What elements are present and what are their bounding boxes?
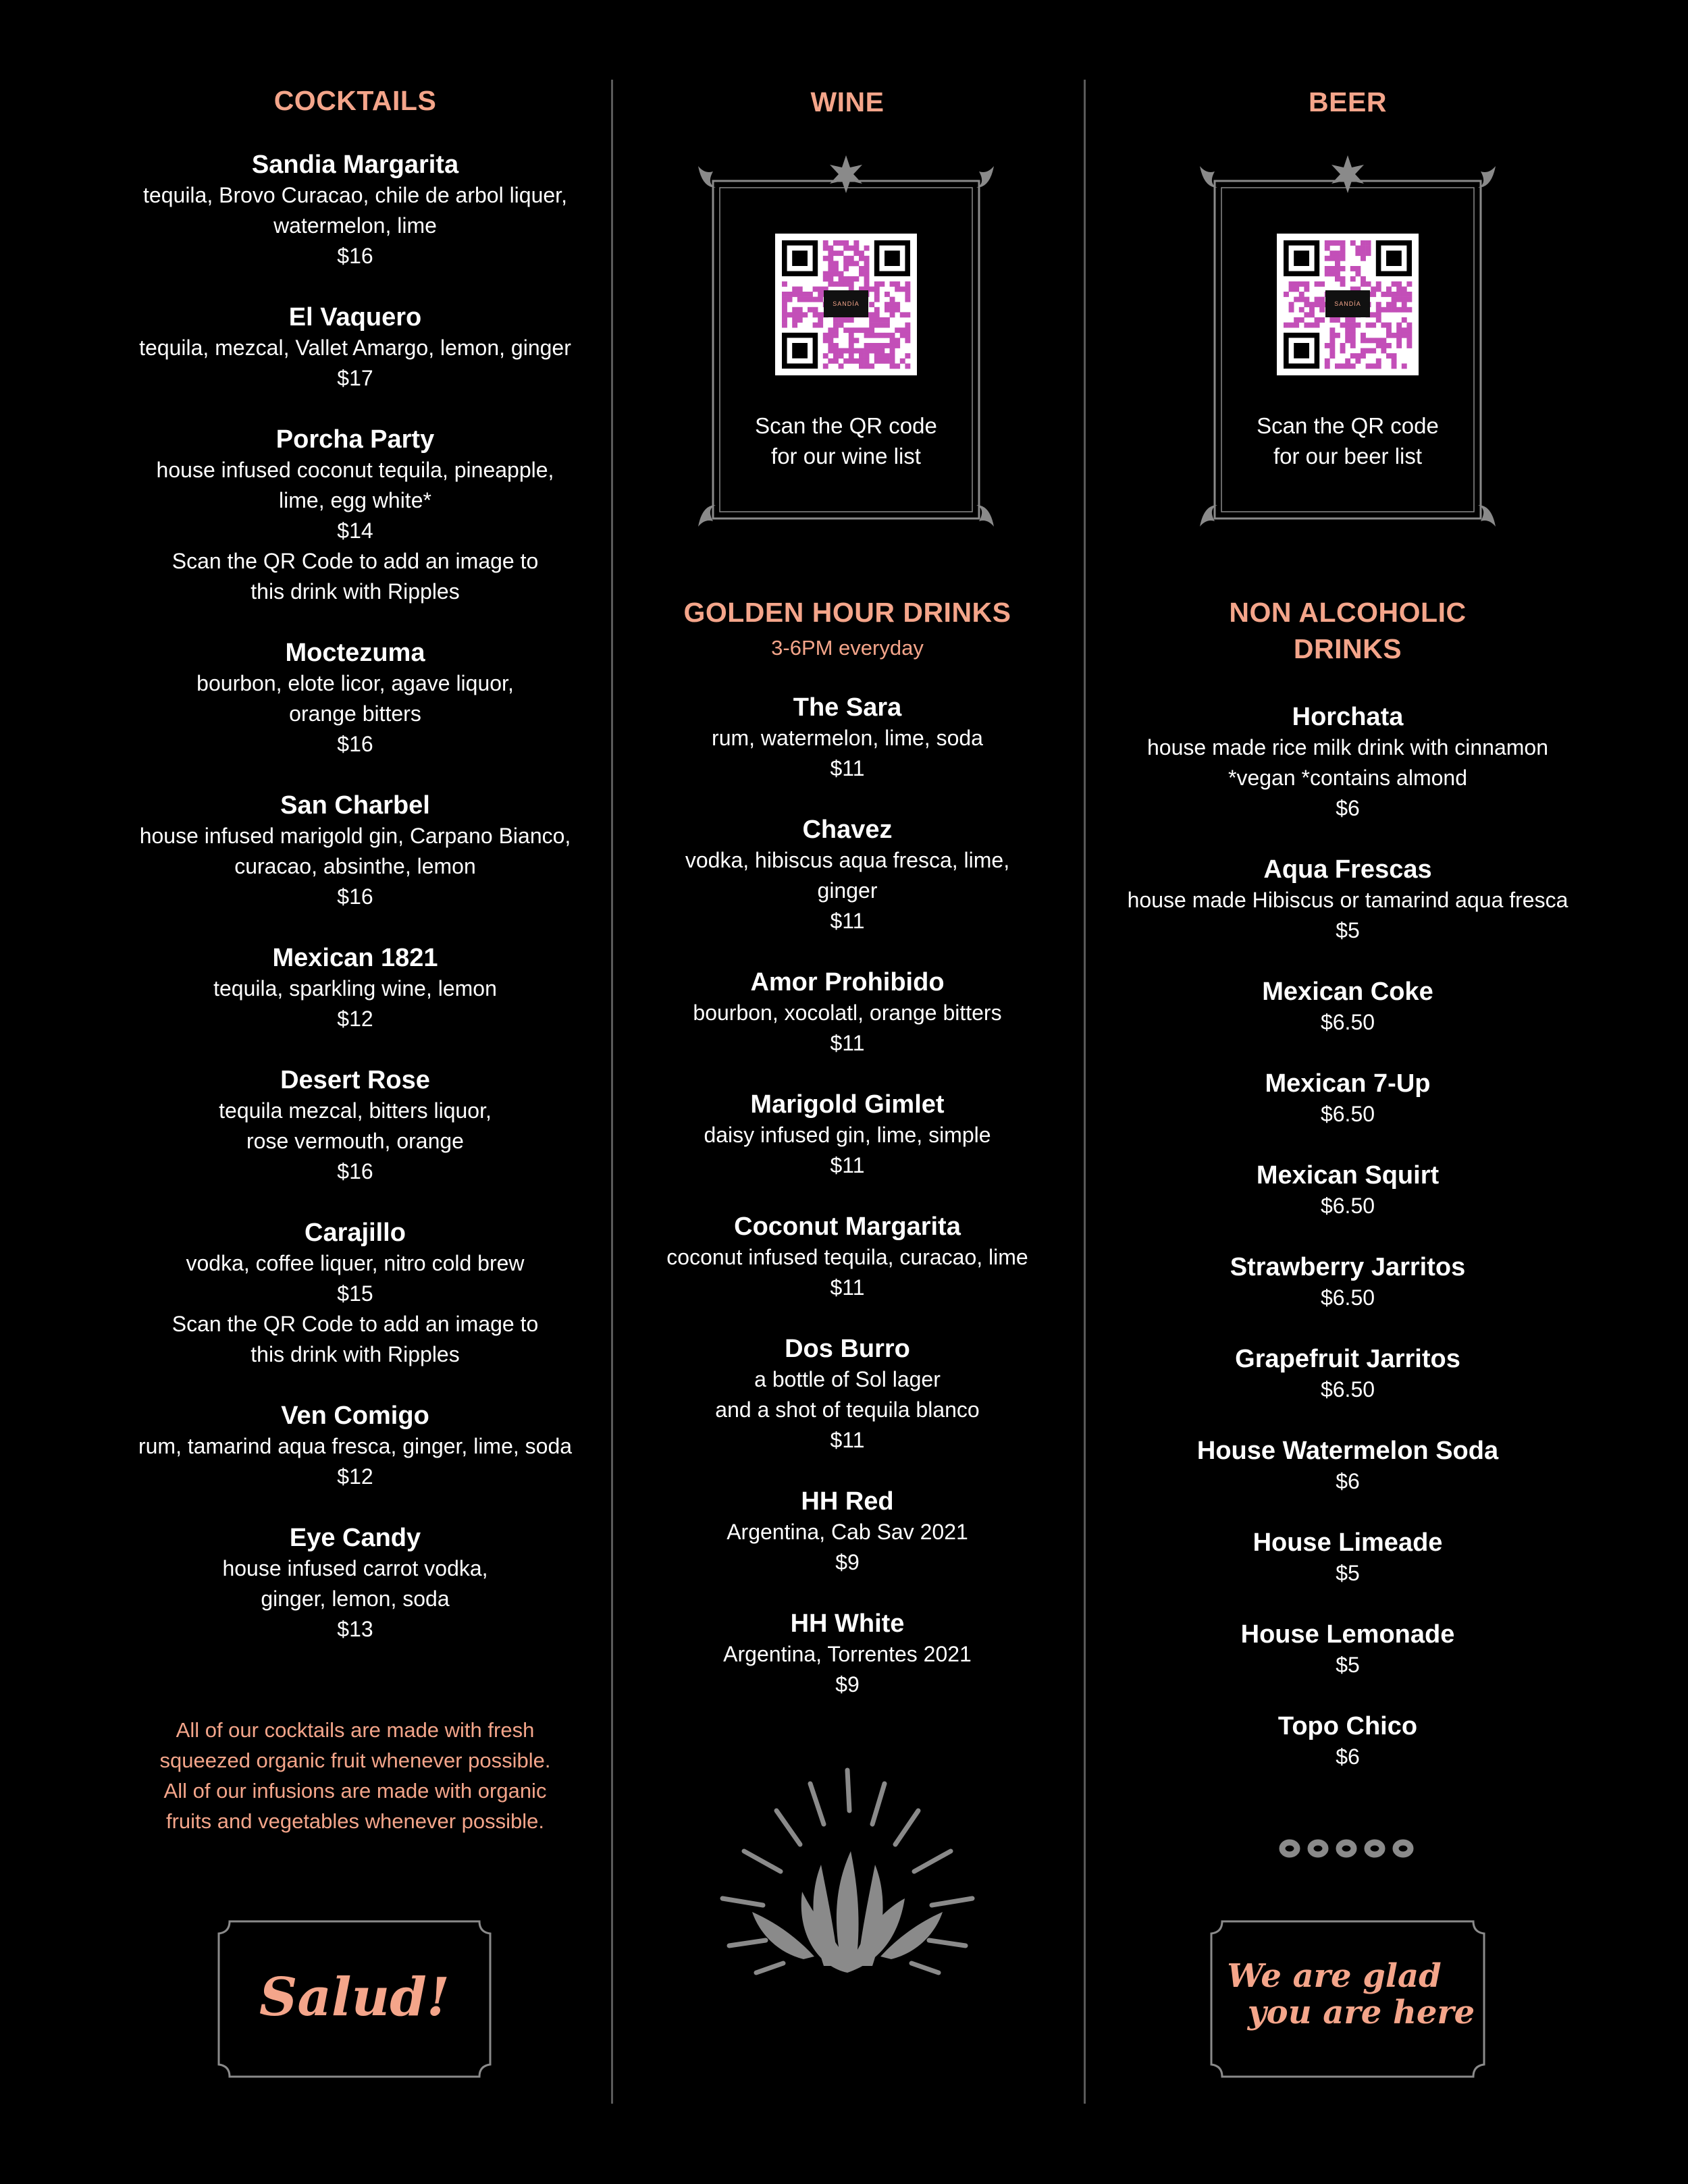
item-price: $6	[1336, 1469, 1360, 1493]
item-description: rose vermouth, orange	[246, 1129, 464, 1153]
menu-item	[68, 302, 643, 394]
menu-item	[68, 638, 643, 760]
welcome-sign	[1209, 1919, 1487, 2079]
item-name: Mexican 7-Up	[1265, 1069, 1431, 1098]
item-name: Dos Burro	[785, 1335, 910, 1363]
item-price: $11	[830, 1031, 865, 1055]
item-name: The Sara	[793, 693, 902, 722]
decorative-dots-icon	[1277, 1835, 1419, 1862]
item-description: lime, egg white*	[279, 488, 431, 512]
item-name: House Watermelon Soda	[1196, 1437, 1499, 1465]
item-price: $17	[337, 366, 373, 390]
cocktails-heading: COCKTAILS	[273, 85, 437, 116]
item-description: vodka, coffee liquer, nitro cold brew	[186, 1251, 525, 1275]
item-price: $6	[1336, 796, 1360, 820]
item-description: Argentina, Cab Sav 2021	[727, 1520, 968, 1544]
item-price: $11	[830, 1428, 865, 1452]
menu-item	[68, 425, 643, 607]
item-name: Ven Comigo	[281, 1402, 429, 1430]
item-description: watermelon, lime	[273, 213, 437, 238]
beer-qr-frame	[1197, 154, 1498, 539]
item-name: Mexican Coke	[1262, 978, 1433, 1006]
menu-item	[612, 815, 1083, 936]
item-name: House Limeade	[1252, 1528, 1443, 1557]
menu-item	[1094, 977, 1602, 1038]
menu-item	[1094, 1252, 1602, 1313]
item-description: tequila, sparkling wine, lemon	[213, 976, 497, 1001]
menu-item	[68, 1218, 643, 1370]
menu-item	[612, 693, 1083, 784]
beer-qr-code[interactable]	[1277, 234, 1419, 375]
item-price: $6.50	[1320, 1285, 1375, 1310]
menu-item	[1094, 855, 1602, 946]
agave-plant-icon	[695, 1763, 999, 1979]
item-description: rum, watermelon, lime, soda	[712, 726, 983, 750]
menu-item	[1094, 1711, 1602, 1772]
item-price: $9	[835, 1672, 860, 1697]
menu-item	[1094, 1436, 1602, 1497]
beer-heading: BEER	[1309, 86, 1387, 117]
welcome-text: We are glad you are here	[1227, 1957, 1475, 2031]
golden-hour-subheading: 3-6PM everyday	[771, 636, 924, 660]
item-name: Porcha Party	[275, 425, 435, 454]
item-price: $6	[1336, 1744, 1360, 1769]
item-name: Mexican 1821	[272, 944, 438, 972]
menu-item	[68, 150, 643, 271]
item-price: $12	[337, 1007, 373, 1031]
item-description: coconut infused tequila, curacao, lime	[666, 1245, 1028, 1269]
item-price: $6.50	[1320, 1194, 1375, 1218]
item-price: $6.50	[1320, 1102, 1375, 1126]
item-price: $11	[830, 1153, 865, 1177]
item-name: HH Red	[801, 1487, 894, 1516]
item-name: Strawberry Jarritos	[1230, 1253, 1466, 1281]
item-price: $16	[337, 884, 373, 909]
item-description: tequila, Brovo Curacao, chile de arbol liquer,	[143, 183, 567, 207]
item-description: house infused marigold gin, Carpano Bianco,	[139, 824, 571, 848]
footnote-line: fruits and vegetables whenever possible.	[165, 1809, 545, 1833]
menu-item	[68, 943, 643, 1034]
wine-qr-caption: Scan the QR code for our wine list	[755, 413, 937, 469]
golden-hour-list	[612, 693, 1083, 1700]
column-divider-right	[1084, 80, 1086, 2104]
item-name: Desert Rose	[280, 1066, 430, 1094]
menu-item	[68, 1401, 643, 1492]
menu-item	[1094, 1620, 1602, 1680]
item-name: Horchata	[1292, 703, 1404, 731]
item-price: $11	[830, 1275, 865, 1300]
wine-heading: WINE	[810, 86, 885, 117]
item-description: ginger, lemon, soda	[261, 1587, 450, 1611]
menu-item	[612, 1487, 1083, 1578]
item-note: this drink with Ripples	[250, 579, 460, 604]
item-name: Moctezuma	[285, 639, 425, 667]
item-name: Eye Candy	[289, 1524, 421, 1552]
item-price: $12	[337, 1464, 373, 1489]
item-price: $11	[830, 909, 865, 933]
menu-item	[1094, 702, 1602, 824]
cocktails-footnote	[68, 1715, 643, 1836]
item-description: tequila mezcal, bitters liquor,	[219, 1098, 492, 1123]
item-price: $14	[337, 518, 373, 543]
qr-logo: SANDÍA	[1325, 290, 1370, 317]
item-description: daisy infused gin, lime, simple	[704, 1123, 991, 1147]
non-alcoholic-heading: NON ALCOHOLIC DRINKS	[1229, 597, 1467, 664]
item-description: and a shot of tequila blanco	[715, 1397, 980, 1422]
item-name: El Vaquero	[288, 303, 422, 331]
item-description: bourbon, elote licor, agave liquor,	[196, 671, 514, 695]
item-description: Argentina, Torrentes 2021	[723, 1642, 972, 1666]
item-description: vodka, hibiscus aqua fresca, lime,	[685, 848, 1010, 872]
menu-item	[612, 967, 1083, 1059]
qr-logo: SANDÍA	[824, 290, 868, 317]
menu-item	[612, 1212, 1083, 1303]
item-name: Amor Prohibido	[750, 968, 945, 996]
item-price: $16	[337, 732, 373, 756]
item-description: house made Hibiscus or tamarind aqua fresca	[1127, 888, 1568, 912]
item-description: house infused coconut tequila, pineapple,	[156, 458, 554, 482]
item-name: Chavez	[802, 816, 893, 844]
menu-item	[68, 1065, 643, 1187]
item-description: tequila, mezcal, Vallet Amargo, lemon, ginger	[139, 336, 571, 360]
item-description: rum, tamarind aqua fresca, ginger, lime, soda	[138, 1434, 573, 1458]
menu-item	[1094, 1528, 1602, 1589]
item-description: a bottle of Sol lager	[754, 1367, 941, 1391]
item-price: $5	[1336, 1653, 1360, 1677]
item-name: Carajillo	[305, 1219, 406, 1247]
footnote-line: squeezed organic fruit whenever possible.	[159, 1749, 551, 1772]
item-note: Scan the QR Code to add an image to	[172, 1312, 539, 1336]
beer-qr-caption: Scan the QR code for our beer list	[1257, 413, 1439, 469]
item-description: bourbon, xocolatl, orange bitters	[693, 1001, 1002, 1025]
item-name: Grapefruit Jarritos	[1235, 1345, 1460, 1373]
item-price: $11	[830, 756, 865, 780]
menu-item	[1094, 1069, 1602, 1129]
item-description: curacao, absinthe, lemon	[234, 854, 476, 878]
item-description: *vegan *contains almond	[1228, 766, 1467, 790]
item-note: this drink with Ripples	[250, 1342, 460, 1366]
item-price: $13	[337, 1617, 373, 1641]
item-description: house made rice milk drink with cinnamon	[1146, 735, 1549, 760]
menu-item	[1094, 1344, 1602, 1405]
item-note: Scan the QR Code to add an image to	[172, 549, 539, 573]
golden-hour-heading: GOLDEN HOUR DRINKS	[683, 597, 1011, 628]
item-name: Mexican Squirt	[1256, 1161, 1440, 1190]
item-name: House Lemonade	[1240, 1620, 1455, 1649]
item-price: $15	[337, 1281, 373, 1306]
item-name: Sandia Margarita	[251, 151, 459, 179]
item-price: $6.50	[1320, 1377, 1375, 1402]
item-price: $16	[337, 1159, 373, 1183]
item-description: house infused carrot vodka,	[222, 1556, 488, 1580]
menu-item	[612, 1090, 1083, 1181]
wine-qr-code[interactable]	[775, 234, 917, 375]
item-name: HH White	[790, 1609, 905, 1638]
item-name: San Charbel	[280, 791, 430, 820]
item-name: Marigold Gimlet	[750, 1090, 945, 1119]
wine-qr-frame	[695, 154, 997, 539]
salud-text: Salud!	[259, 1967, 450, 2028]
item-name: Aqua Frescas	[1263, 855, 1432, 884]
salud-sign	[216, 1919, 493, 2079]
menu-item	[68, 791, 643, 912]
footnote-line: All of our cocktails are made with fresh	[176, 1718, 535, 1742]
item-price: $9	[835, 1550, 860, 1574]
menu-item	[1094, 1161, 1602, 1221]
item-price: $16	[337, 244, 373, 268]
item-price: $6.50	[1320, 1010, 1375, 1034]
cocktail-list	[68, 150, 643, 1645]
item-price: $5	[1336, 1561, 1360, 1585]
item-name: Topo Chico	[1277, 1712, 1418, 1740]
non-alcoholic-list	[1094, 702, 1602, 1772]
item-name: Coconut Margarita	[734, 1213, 961, 1241]
item-price: $5	[1336, 918, 1360, 942]
item-description: ginger	[817, 878, 878, 903]
menu-item	[612, 1334, 1083, 1456]
footnote-line: All of our infusions are made with organic	[163, 1779, 547, 1803]
menu-item	[612, 1609, 1083, 1700]
item-description: orange bitters	[289, 701, 421, 726]
menu-item	[68, 1523, 643, 1645]
